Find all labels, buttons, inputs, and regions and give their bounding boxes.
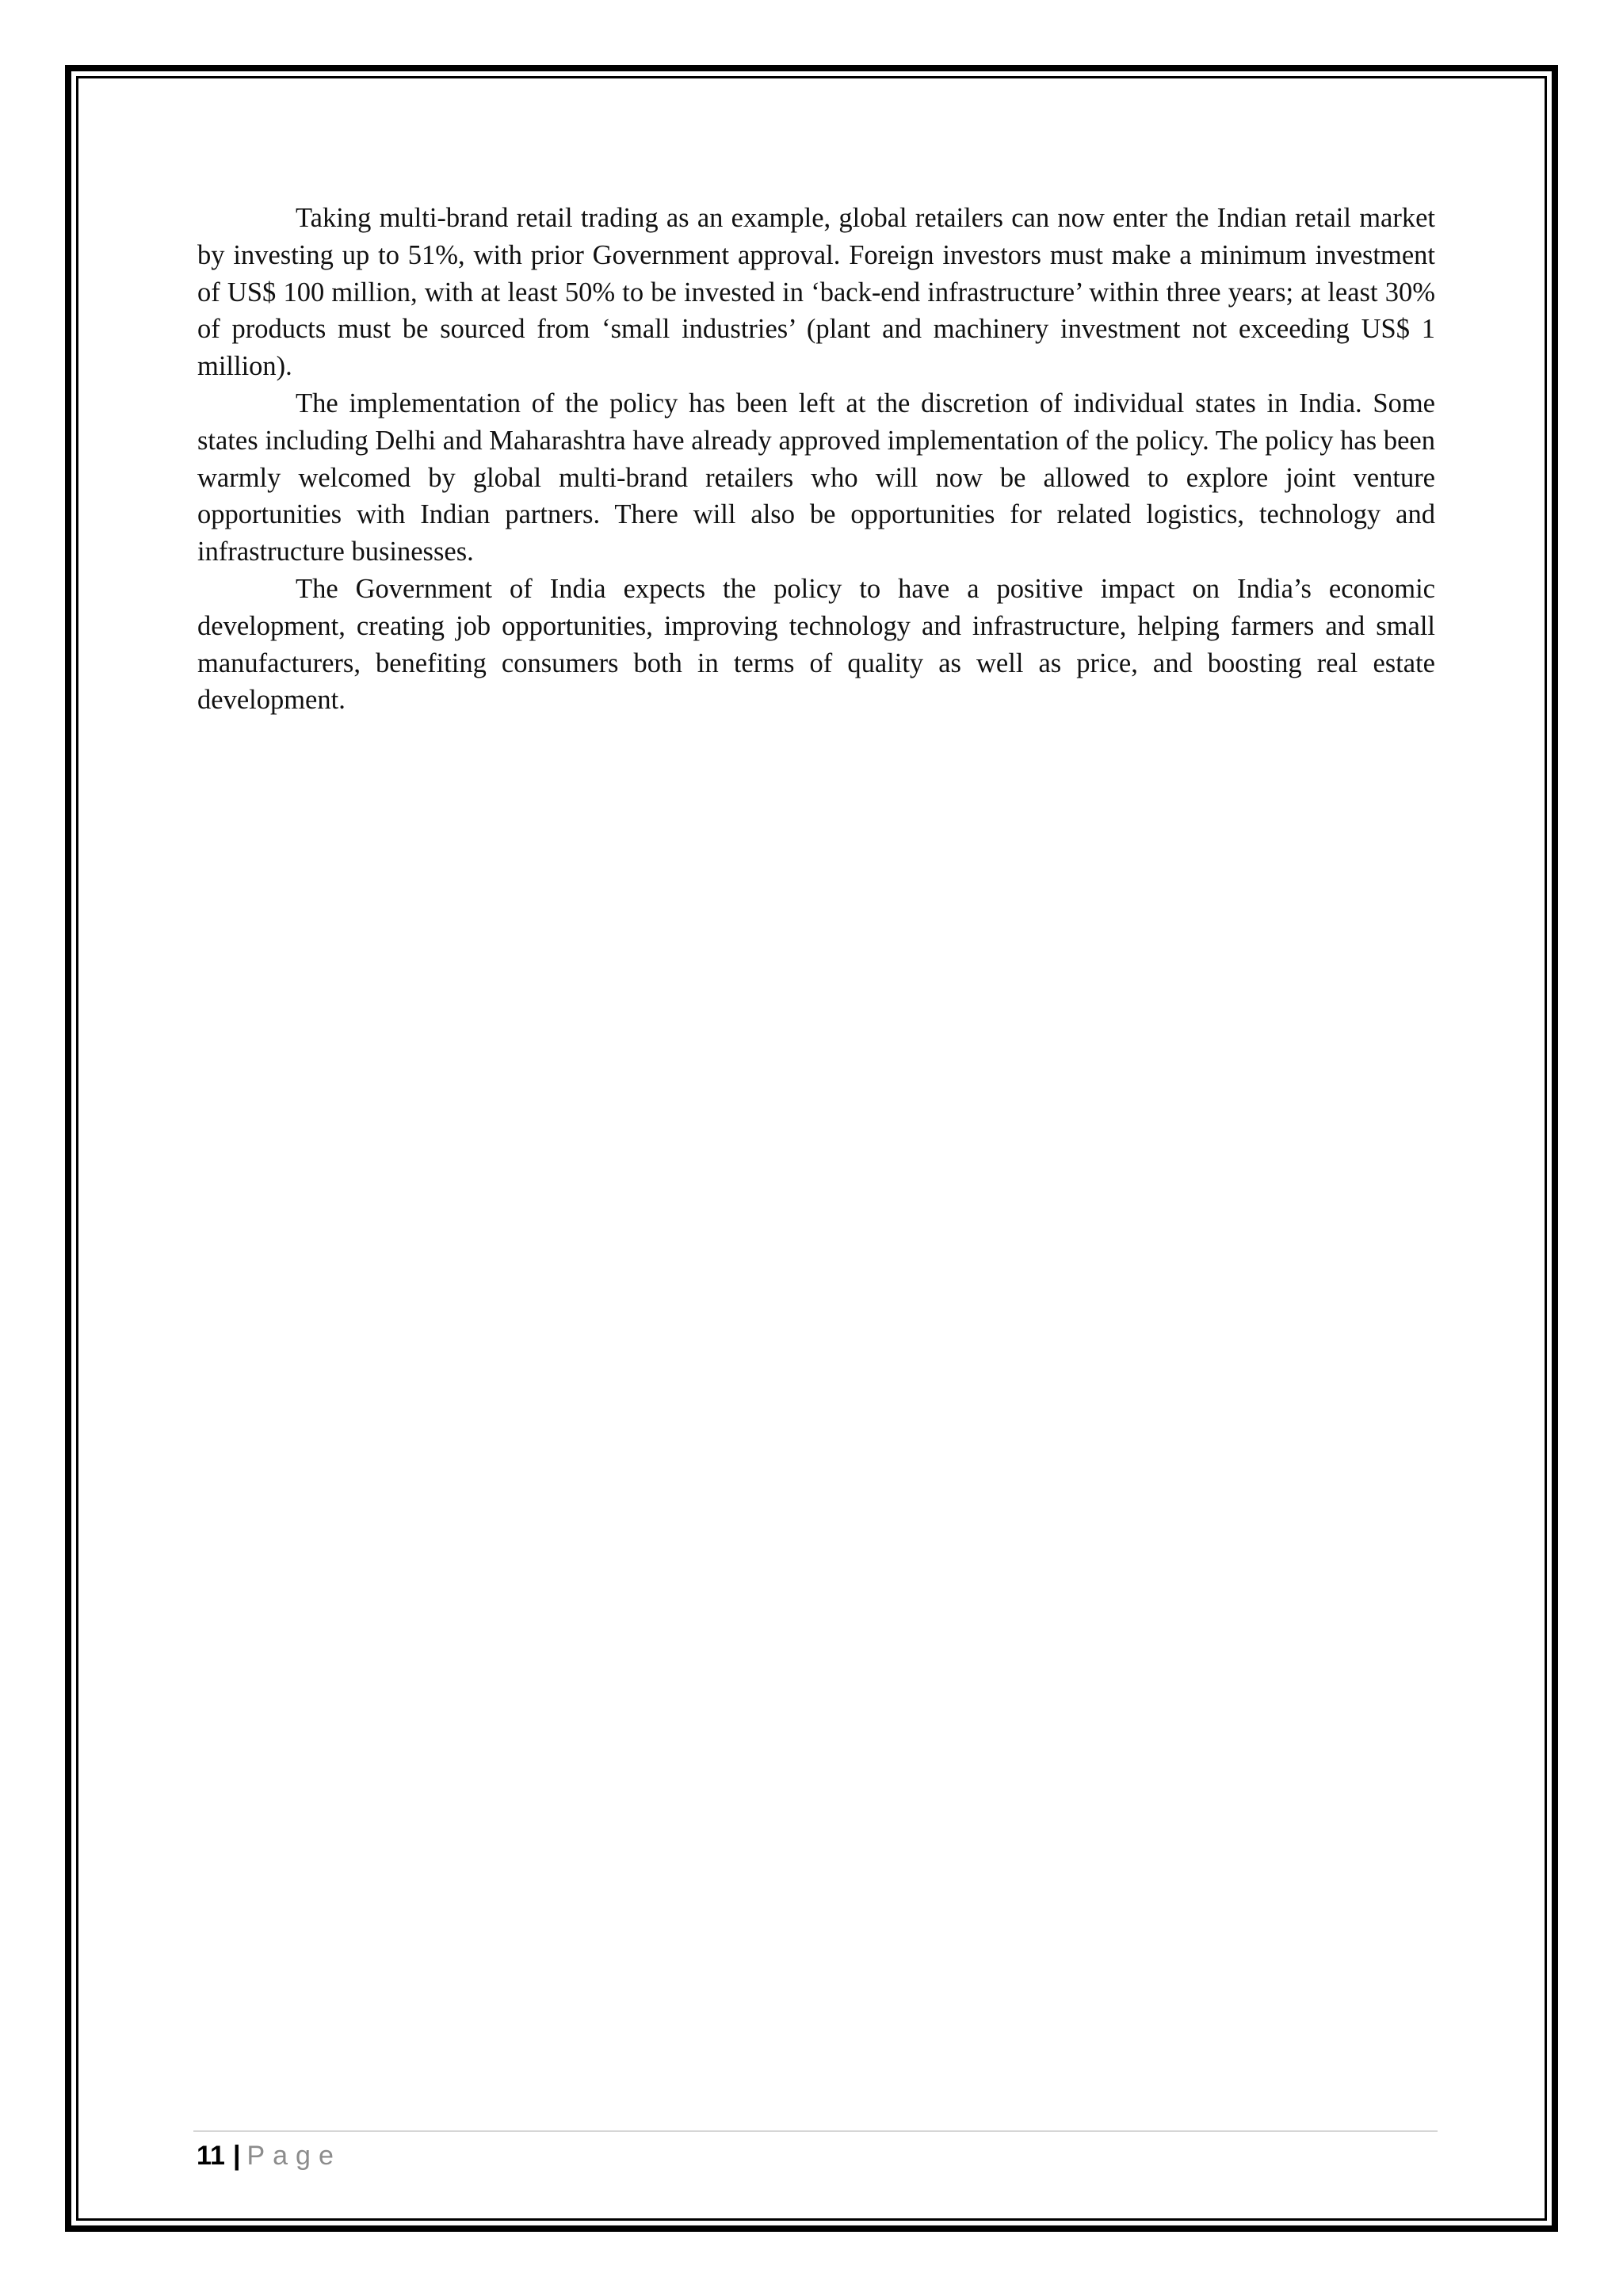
page-label: Page (246, 2141, 342, 2171)
paragraph-multi-brand-retail: Taking multi-brand retail trading as an example, global retailers can now enter the Indian retail market by investing up to 51%, with prior Government approval. Foreign investors must make a minimum investment of US$ 100 million, with at least 50% to be invested in ‘back-end infrastructure’ within three years; at least 30% of products must be sourced from ‘small industries’ (plant and machinery investment not exceeding US$ 1 million). (197, 203, 1435, 382)
document-body (197, 200, 1435, 719)
page-footer (197, 2137, 342, 2175)
paragraph-government-expectations: The Government of India expects the policy to have a positive impact on India’s economic development, creating job opportunities, improving technology and infrastructure, helping farmers and small manufacturers, benefiting consumers both in terms of quality as well as price, and boosting real estate development. (197, 573, 1435, 716)
page-number: 11 (197, 2141, 225, 2171)
paragraph-policy-implementation: The implementation of the policy has been left at the discretion of individual states in India. Some states including Delhi and Maharashtra have already approved implementation of the policy. The policy has been warmly welcomed by global multi-brand retailers who will now be allowed to explore joint venture opportunities with Indian partners. There will also be opportunities for related logistics, technology and infrastructure businesses. (197, 388, 1435, 567)
footer-divider (193, 2130, 1438, 2132)
footer-separator: | (232, 2141, 241, 2171)
